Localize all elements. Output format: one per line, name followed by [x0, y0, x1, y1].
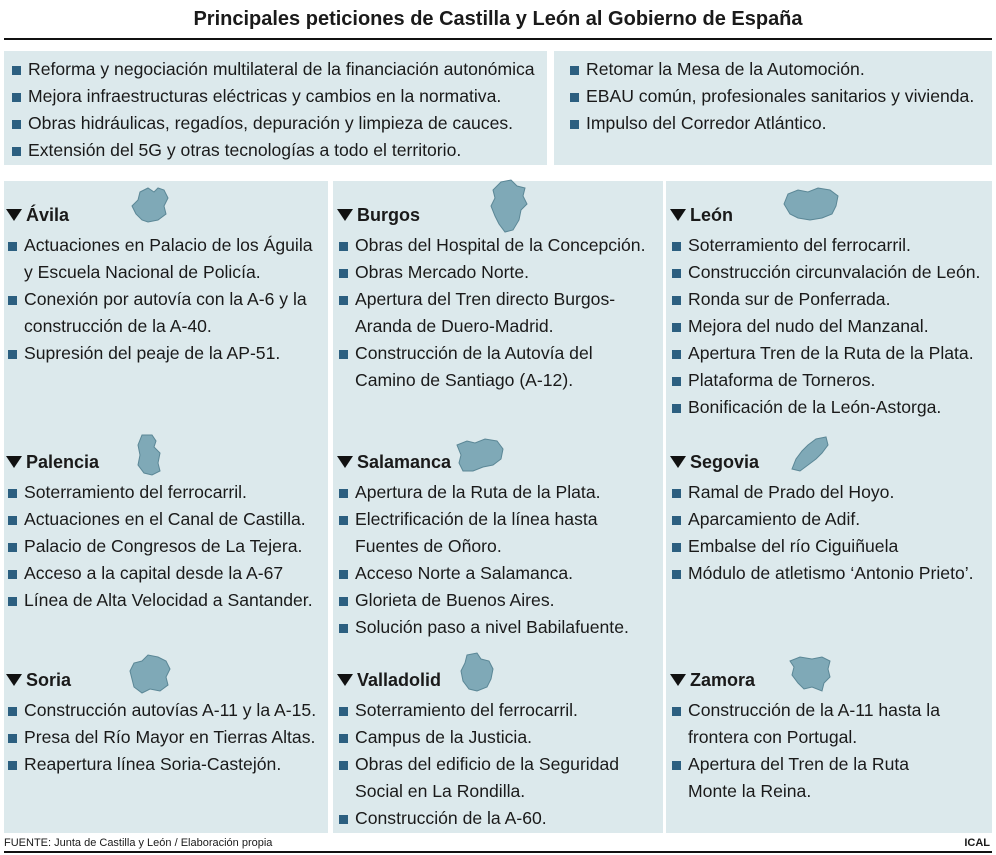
- valladolid-list: [337, 697, 661, 832]
- bullet-square-icon: [339, 489, 348, 498]
- list-item-text: Monte la Reina.: [688, 781, 812, 801]
- list-item: [337, 778, 661, 805]
- list-item: [670, 340, 990, 367]
- bullet-square-icon: [672, 761, 681, 770]
- list-item: [6, 587, 326, 614]
- list-item: [670, 751, 990, 778]
- list-item: [670, 479, 990, 506]
- list-item-text: Apertura del Tren directo Burgos-: [355, 289, 616, 309]
- source-note: FUENTE: Junta de Castilla y León / Elaboración propia: [4, 837, 273, 849]
- list-item-text: Embalse del río Ciguiñuela: [688, 536, 899, 556]
- general-requests-right-panel: [554, 51, 992, 165]
- leon-map-icon: [780, 184, 842, 224]
- bullet-square-icon: [672, 516, 681, 525]
- province-name: Soria: [26, 670, 72, 690]
- list-item-text: Campus de la Justicia.: [355, 727, 532, 747]
- province-burgos: [337, 196, 661, 394]
- list-item: [337, 259, 661, 286]
- list-item: [6, 697, 326, 724]
- list-item: [337, 479, 661, 506]
- credit-label: ICAL: [964, 837, 990, 849]
- province-avila: [6, 196, 326, 367]
- list-item-text: Acceso Norte a Salamanca.: [355, 563, 574, 583]
- province-name: Segovia: [690, 452, 760, 472]
- list-item: [670, 232, 990, 259]
- bullet-square-icon: [8, 242, 17, 251]
- bullet-square-icon: [672, 323, 681, 332]
- list-item-text: EBAU común, profesionales sanitarios y vivienda.: [586, 86, 975, 106]
- valladolid-map-icon: [457, 651, 497, 695]
- province-valladolid: [337, 661, 661, 832]
- list-item: [6, 340, 326, 367]
- list-item: [670, 724, 990, 751]
- list-item-text: Obras hidráulicas, regadíos, depuración y limpieza de cauces.: [28, 113, 514, 133]
- burgos-map-icon: [487, 178, 531, 234]
- bullet-square-icon: [12, 93, 21, 102]
- bullet-square-icon: [339, 296, 348, 305]
- bullet-square-icon: [339, 815, 348, 824]
- list-item: [670, 259, 990, 286]
- list-item: [6, 313, 326, 340]
- page-title: Principales peticiones de Castilla y León al Gobierno de España: [193, 8, 803, 30]
- list-item: [670, 533, 990, 560]
- bullet-square-icon: [12, 66, 21, 75]
- list-item-text: frontera con Portugal.: [688, 727, 858, 747]
- burgos-list: [337, 232, 661, 394]
- list-item: [6, 479, 326, 506]
- list-item-text: Apertura Tren de la Ruta de la Plata.: [688, 343, 974, 363]
- triangle-down-icon: [6, 209, 22, 221]
- bullet-square-icon: [8, 597, 17, 606]
- list-item-text: Camino de Santiago (A-12).: [355, 370, 574, 390]
- general-requests-left-panel: [4, 51, 547, 165]
- list-item: [337, 587, 661, 614]
- list-item: [337, 533, 661, 560]
- list-item-text: Obras Mercado Norte.: [355, 262, 530, 282]
- zamora-list: [670, 697, 990, 805]
- list-item-text: Obras del edificio de la Seguridad: [355, 754, 620, 774]
- list-item: [337, 313, 661, 340]
- province-name: Palencia: [26, 452, 100, 472]
- triangle-down-icon: [337, 456, 353, 468]
- list-item: [670, 697, 990, 724]
- list-item-text: Mejora infraestructuras eléctricas y cambios en la normativa.: [28, 86, 502, 106]
- avila-list: [6, 232, 326, 367]
- triangle-down-icon: [6, 674, 22, 686]
- bullet-square-icon: [12, 120, 21, 129]
- bullet-square-icon: [672, 707, 681, 716]
- list-item-text: Conexión por autovía con la A-6 y la: [24, 289, 307, 309]
- palencia-map-icon: [134, 433, 164, 477]
- list-item: [6, 751, 326, 778]
- bullet-square-icon: [8, 296, 17, 305]
- list-item-text: Retomar la Mesa de la Automoción.: [586, 59, 865, 79]
- list-item: [6, 232, 326, 259]
- list-item: [6, 506, 326, 533]
- bullet-square-icon: [339, 570, 348, 579]
- list-item-text: Electrificación de la línea hasta: [355, 509, 598, 529]
- list-item-text: Ramal de Prado del Hoyo.: [688, 482, 895, 502]
- list-item-text: Mejora del nudo del Manzanal.: [688, 316, 929, 336]
- list-item: [337, 367, 661, 394]
- list-item-text: Glorieta de Buenos Aires.: [355, 590, 555, 610]
- bullet-square-icon: [339, 350, 348, 359]
- list-item: [6, 286, 326, 313]
- province-segovia: [670, 443, 990, 587]
- salamanca-map-icon: [453, 437, 507, 475]
- list-item-text: Impulso del Corredor Atlántico.: [586, 113, 827, 133]
- general-list-right: [568, 56, 992, 137]
- triangle-down-icon: [670, 209, 686, 221]
- soria-map-icon: [124, 653, 174, 695]
- bullet-square-icon: [672, 269, 681, 278]
- list-item-text: Apertura de la Ruta de la Plata.: [355, 482, 601, 502]
- list-item-text: Obras del Hospital de la Concepción.: [355, 235, 646, 255]
- list-item: [337, 751, 661, 778]
- bullet-square-icon: [339, 516, 348, 525]
- general-list-left: [10, 56, 547, 164]
- bullet-square-icon: [339, 242, 348, 251]
- list-item: [6, 724, 326, 751]
- list-item-text: Aparcamiento de Adif.: [688, 509, 861, 529]
- list-item-text: Palacio de Congresos de La Tejera.: [24, 536, 303, 556]
- province-name: Zamora: [690, 670, 756, 690]
- list-item-text: Aranda de Duero-Madrid.: [355, 316, 554, 336]
- list-item: [670, 560, 990, 587]
- bullet-square-icon: [672, 543, 681, 552]
- list-item-text: Reforma y negociación multilateral de la financiación autonómica: [28, 59, 535, 79]
- province-soria: [6, 661, 326, 778]
- bullet-square-icon: [8, 761, 17, 770]
- list-item: [337, 697, 661, 724]
- bullet-square-icon: [8, 489, 17, 498]
- bullet-square-icon: [339, 707, 348, 716]
- list-item-text: Social en La Rondilla.: [355, 781, 526, 801]
- bullet-square-icon: [672, 242, 681, 251]
- list-item: [670, 778, 990, 805]
- footer-divider: [4, 851, 992, 853]
- list-item-text: Módulo de atletismo ‘Antonio Prieto’.: [688, 563, 974, 583]
- bullet-square-icon: [8, 543, 17, 552]
- list-item: [337, 506, 661, 533]
- salamanca-list: [337, 479, 661, 641]
- bullet-square-icon: [8, 516, 17, 525]
- bullet-square-icon: [672, 570, 681, 579]
- triangle-down-icon: [337, 674, 353, 686]
- list-item-text: Soterramiento del ferrocarril.: [355, 700, 578, 720]
- list-item-text: Fuentes de Oñoro.: [355, 536, 502, 556]
- list-item: [670, 286, 990, 313]
- triangle-down-icon: [670, 674, 686, 686]
- list-item-text: Construcción de la A-60.: [355, 808, 547, 828]
- list-item: [337, 805, 661, 832]
- bullet-square-icon: [8, 734, 17, 743]
- triangle-down-icon: [337, 209, 353, 221]
- list-item: [10, 137, 547, 164]
- bullet-square-icon: [339, 761, 348, 770]
- segovia-list: [670, 479, 990, 587]
- bullet-square-icon: [8, 350, 17, 359]
- list-item-text: Línea de Alta Velocidad a Santander.: [24, 590, 313, 610]
- list-item-text: Presa del Río Mayor en Tierras Altas.: [24, 727, 316, 747]
- avila-map-icon: [128, 184, 174, 226]
- list-item: [10, 110, 547, 137]
- list-item-text: Ronda sur de Ponferrada.: [688, 289, 891, 309]
- list-item: [670, 367, 990, 394]
- list-item-text: Construcción de la A-11 hasta la: [688, 700, 940, 720]
- province-zamora: [670, 661, 990, 805]
- list-item-text: Actuaciones en el Canal de Castilla.: [24, 509, 306, 529]
- list-item-text: Actuaciones en Palacio de los Águila: [24, 235, 313, 255]
- list-item: [568, 83, 992, 110]
- bullet-square-icon: [570, 93, 579, 102]
- bullet-square-icon: [339, 269, 348, 278]
- list-item-text: Solución paso a nivel Babilafuente.: [355, 617, 629, 637]
- list-item: [337, 232, 661, 259]
- bullet-square-icon: [672, 296, 681, 305]
- palencia-list: [6, 479, 326, 614]
- list-item: [337, 340, 661, 367]
- bullet-square-icon: [8, 570, 17, 579]
- list-item: [6, 560, 326, 587]
- list-item-text: Extensión del 5G y otras tecnologías a todo el territorio.: [28, 140, 462, 160]
- list-item-text: Reapertura línea Soria-Castejón.: [24, 754, 282, 774]
- bullet-square-icon: [672, 489, 681, 498]
- bullet-square-icon: [570, 66, 579, 75]
- triangle-down-icon: [6, 456, 22, 468]
- bullet-square-icon: [672, 404, 681, 413]
- province-salamanca: [337, 443, 661, 641]
- bullet-square-icon: [570, 120, 579, 129]
- list-item: [6, 533, 326, 560]
- list-item-text: Supresión del peaje de la AP-51.: [24, 343, 281, 363]
- province-name: Ávila: [26, 205, 70, 225]
- list-item: [568, 110, 992, 137]
- list-item: [670, 394, 990, 421]
- list-item-text: construcción de la A-40.: [24, 316, 212, 336]
- list-item-text: Apertura del Tren de la Ruta: [688, 754, 910, 774]
- list-item: [10, 56, 547, 83]
- list-item: [6, 259, 326, 286]
- soria-list: [6, 697, 326, 778]
- zamora-map-icon: [786, 653, 834, 693]
- bullet-square-icon: [339, 597, 348, 606]
- list-item: [337, 614, 661, 641]
- bullet-square-icon: [672, 350, 681, 359]
- list-item: [670, 506, 990, 533]
- leon-list: [670, 232, 990, 421]
- province-name: Burgos: [357, 205, 420, 225]
- province-name: Valladolid: [357, 670, 442, 690]
- title-divider: [4, 38, 992, 40]
- triangle-down-icon: [670, 456, 686, 468]
- bullet-square-icon: [339, 734, 348, 743]
- province-name: León: [690, 205, 733, 225]
- list-item: [568, 56, 992, 83]
- list-item-text: Plataforma de Torneros.: [688, 370, 876, 390]
- bullet-square-icon: [8, 707, 17, 716]
- list-item-text: Soterramiento del ferrocarril.: [24, 482, 247, 502]
- province-name: Salamanca: [357, 452, 452, 472]
- list-item: [337, 724, 661, 751]
- province-leon: [670, 196, 990, 421]
- list-item-text: Construcción de la Autovía del: [355, 343, 593, 363]
- list-item-text: y Escuela Nacional de Policía.: [24, 262, 261, 282]
- list-item-text: Construcción autovías A-11 y la A-15.: [24, 700, 317, 720]
- list-item: [337, 560, 661, 587]
- segovia-map-icon: [788, 435, 832, 475]
- list-item-text: Soterramiento del ferrocarril.: [688, 235, 911, 255]
- bullet-square-icon: [672, 377, 681, 386]
- bullet-square-icon: [339, 624, 348, 633]
- province-palencia: [6, 443, 326, 614]
- list-item-text: Acceso a la capital desde la A-67: [24, 563, 284, 583]
- list-item: [10, 83, 547, 110]
- bullet-square-icon: [12, 147, 21, 156]
- list-item-text: Bonificación de la León-Astorga.: [688, 397, 942, 417]
- list-item: [337, 286, 661, 313]
- list-item: [670, 313, 990, 340]
- list-item-text: Construcción circunvalación de León.: [688, 262, 981, 282]
